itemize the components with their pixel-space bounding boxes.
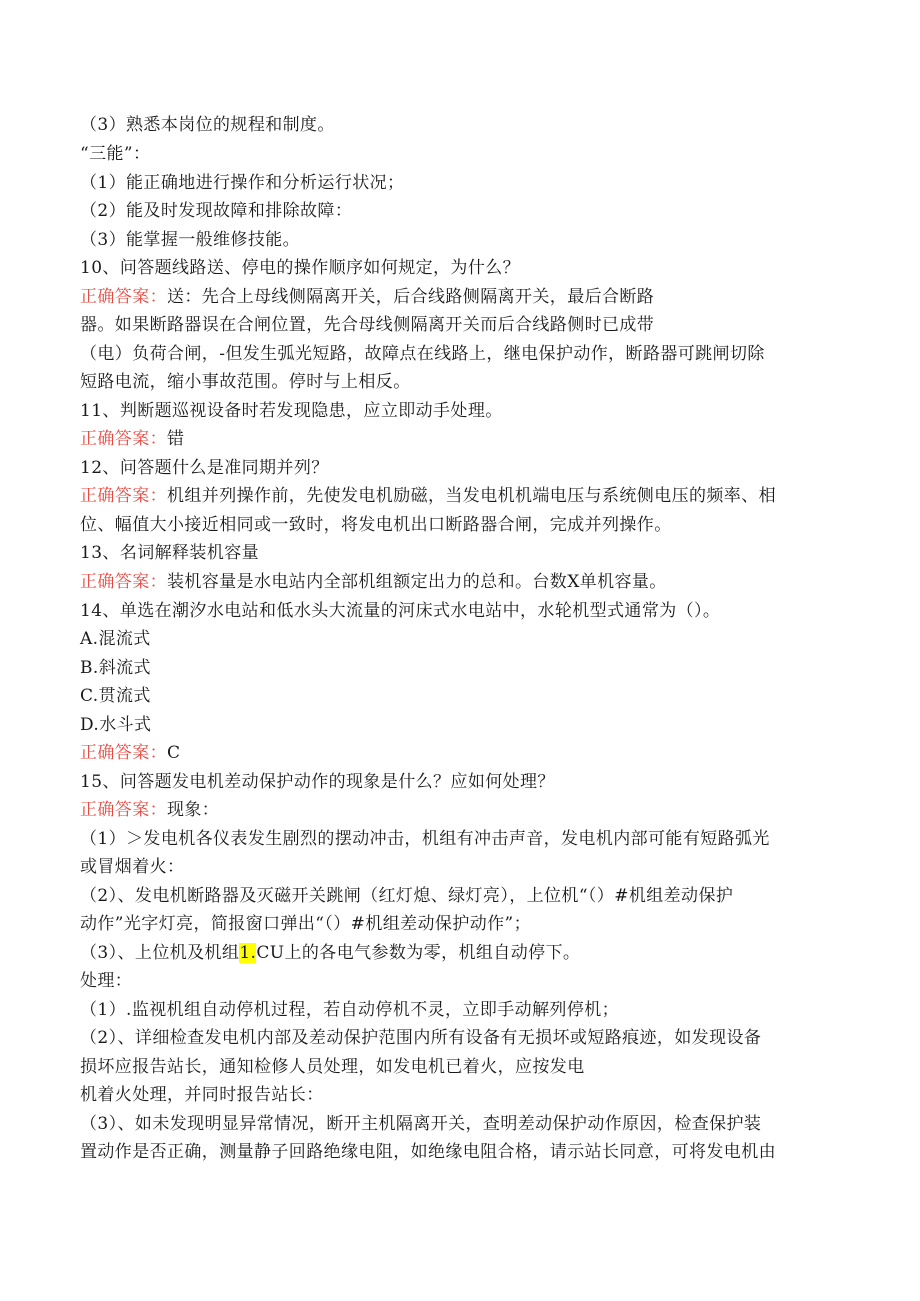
text-line: 处理： xyxy=(80,971,133,991)
answer-text: 机组并列操作前，先使发电机励磁，当发电机机端电压与系统侧电压的频率、相 xyxy=(167,486,776,506)
answer-line xyxy=(80,568,840,596)
answer-label: 正确答案： xyxy=(80,287,167,307)
answer-text: 错 xyxy=(167,429,185,449)
answer-label: 正确答案： xyxy=(80,743,167,763)
answer-text: 送：先合上母线侧隔离开关，后合线路侧隔离开关，最后合断路 xyxy=(167,287,655,307)
highlighted-text: 1. xyxy=(239,943,257,963)
text-line: （2）能及时发现故障和排除故障： xyxy=(80,201,353,221)
answer-label: 正确答案： xyxy=(80,572,167,592)
option-b: B.斜流式 xyxy=(80,658,151,678)
text-segment: CU上的各电气参数为零，机组自动停下。 xyxy=(256,943,581,963)
text-line: （电）负荷合闸，-但发生弧光短路，故障点在线路上，继电保护动作，断路器可跳闸切除 xyxy=(80,344,765,364)
text-line: （1）.监视机组自动停机过程，若自动停机不灵，立即手动解列停机； xyxy=(80,1000,620,1020)
answer-line xyxy=(80,283,840,311)
text-line xyxy=(80,939,840,967)
text-line: （2）、发电机断路器及灭磁开关跳闸（红灯熄、绿灯亮），上位机“（）#机组差动保护 xyxy=(80,886,734,906)
answer-text: 现象： xyxy=(167,800,220,820)
answer-line xyxy=(80,482,840,510)
option-a: A.混流式 xyxy=(80,629,151,649)
text-segment: （3）、上位机及机组 xyxy=(80,943,240,963)
text-line: （3）熟悉本岗位的规程和制度。 xyxy=(80,115,335,135)
text-line: 短路电流，缩小事故范围。停时与上相反。 xyxy=(80,372,411,392)
answer-label: 正确答案： xyxy=(80,429,167,449)
text-line: “三能”： xyxy=(80,144,151,164)
text-line: 置动作是否正确，测量静子回路绝缘电阻，如绝缘电阻合格，请示站长同意，可将发电机由 xyxy=(80,1142,776,1162)
answer-line xyxy=(80,739,840,767)
text-line: （1）能正确地进行操作和分析运行状况； xyxy=(80,173,405,193)
answer-line xyxy=(80,796,840,824)
answer-label: 正确答案： xyxy=(80,800,167,820)
text-line: 损坏应报告站长，通知检修人员处理，如发电机已着火，应按发电 xyxy=(80,1057,585,1077)
text-line: （1）＞发电机各仪表发生剧烈的摆动冲击，机组有冲击声音，发电机内部可能有短路弧光 xyxy=(80,829,770,849)
text-line: （3）能掌握一般维修技能。 xyxy=(80,230,301,250)
text-line: 或冒烟着火： xyxy=(80,857,185,877)
question-11: 11、判断题巡视设备时若发现隐患，应立即动手处理。 xyxy=(80,401,503,421)
option-d: D.水斗式 xyxy=(80,715,152,735)
text-line: 器。如果断路器误在合闸位置，先合母线侧隔离开关而后合线路侧时已成带 xyxy=(80,315,655,335)
question-12: 12、问答题什么是准同期并列？ xyxy=(80,458,329,478)
answer-line xyxy=(80,425,840,453)
question-13: 13、名词解释装机容量 xyxy=(80,543,260,563)
option-c: C.贯流式 xyxy=(80,686,151,706)
question-15: 15、问答题发电机差动保护动作的现象是什么？应如何处理？ xyxy=(80,772,555,792)
text-line: 位、幅值大小接近相同或一致时，将发电机出口断路器合闸，完成并列操作。 xyxy=(80,515,672,535)
text-line: 机着火处理，并同时报告站长： xyxy=(80,1085,324,1105)
answer-text: C xyxy=(167,743,181,763)
text-line: 动作”光字灯亮，简报窗口弹出“（）#机组差动保护动作”； xyxy=(80,914,532,934)
question-14: 14、单选在潮汐水电站和低水头大流量的河床式水电站中，水轮机型式通常为（）。 xyxy=(80,601,721,621)
question-10: 10、问答题线路送、停电的操作顺序如何规定，为什么？ xyxy=(80,258,521,278)
text-line: （3）、如未发现明显异常情况，断开主机隔离开关，查明差动保护动作原因，检查保护装 xyxy=(80,1114,762,1134)
answer-text: 装机容量是水电站内全部机组额定出力的总和。台数X单机容量。 xyxy=(167,572,667,592)
text-line: （2）、详细检查发电机内部及差动保护范围内所有设备有无损坏或短路痕迹，如发现设备 xyxy=(80,1028,762,1048)
answer-label: 正确答案： xyxy=(80,486,167,506)
